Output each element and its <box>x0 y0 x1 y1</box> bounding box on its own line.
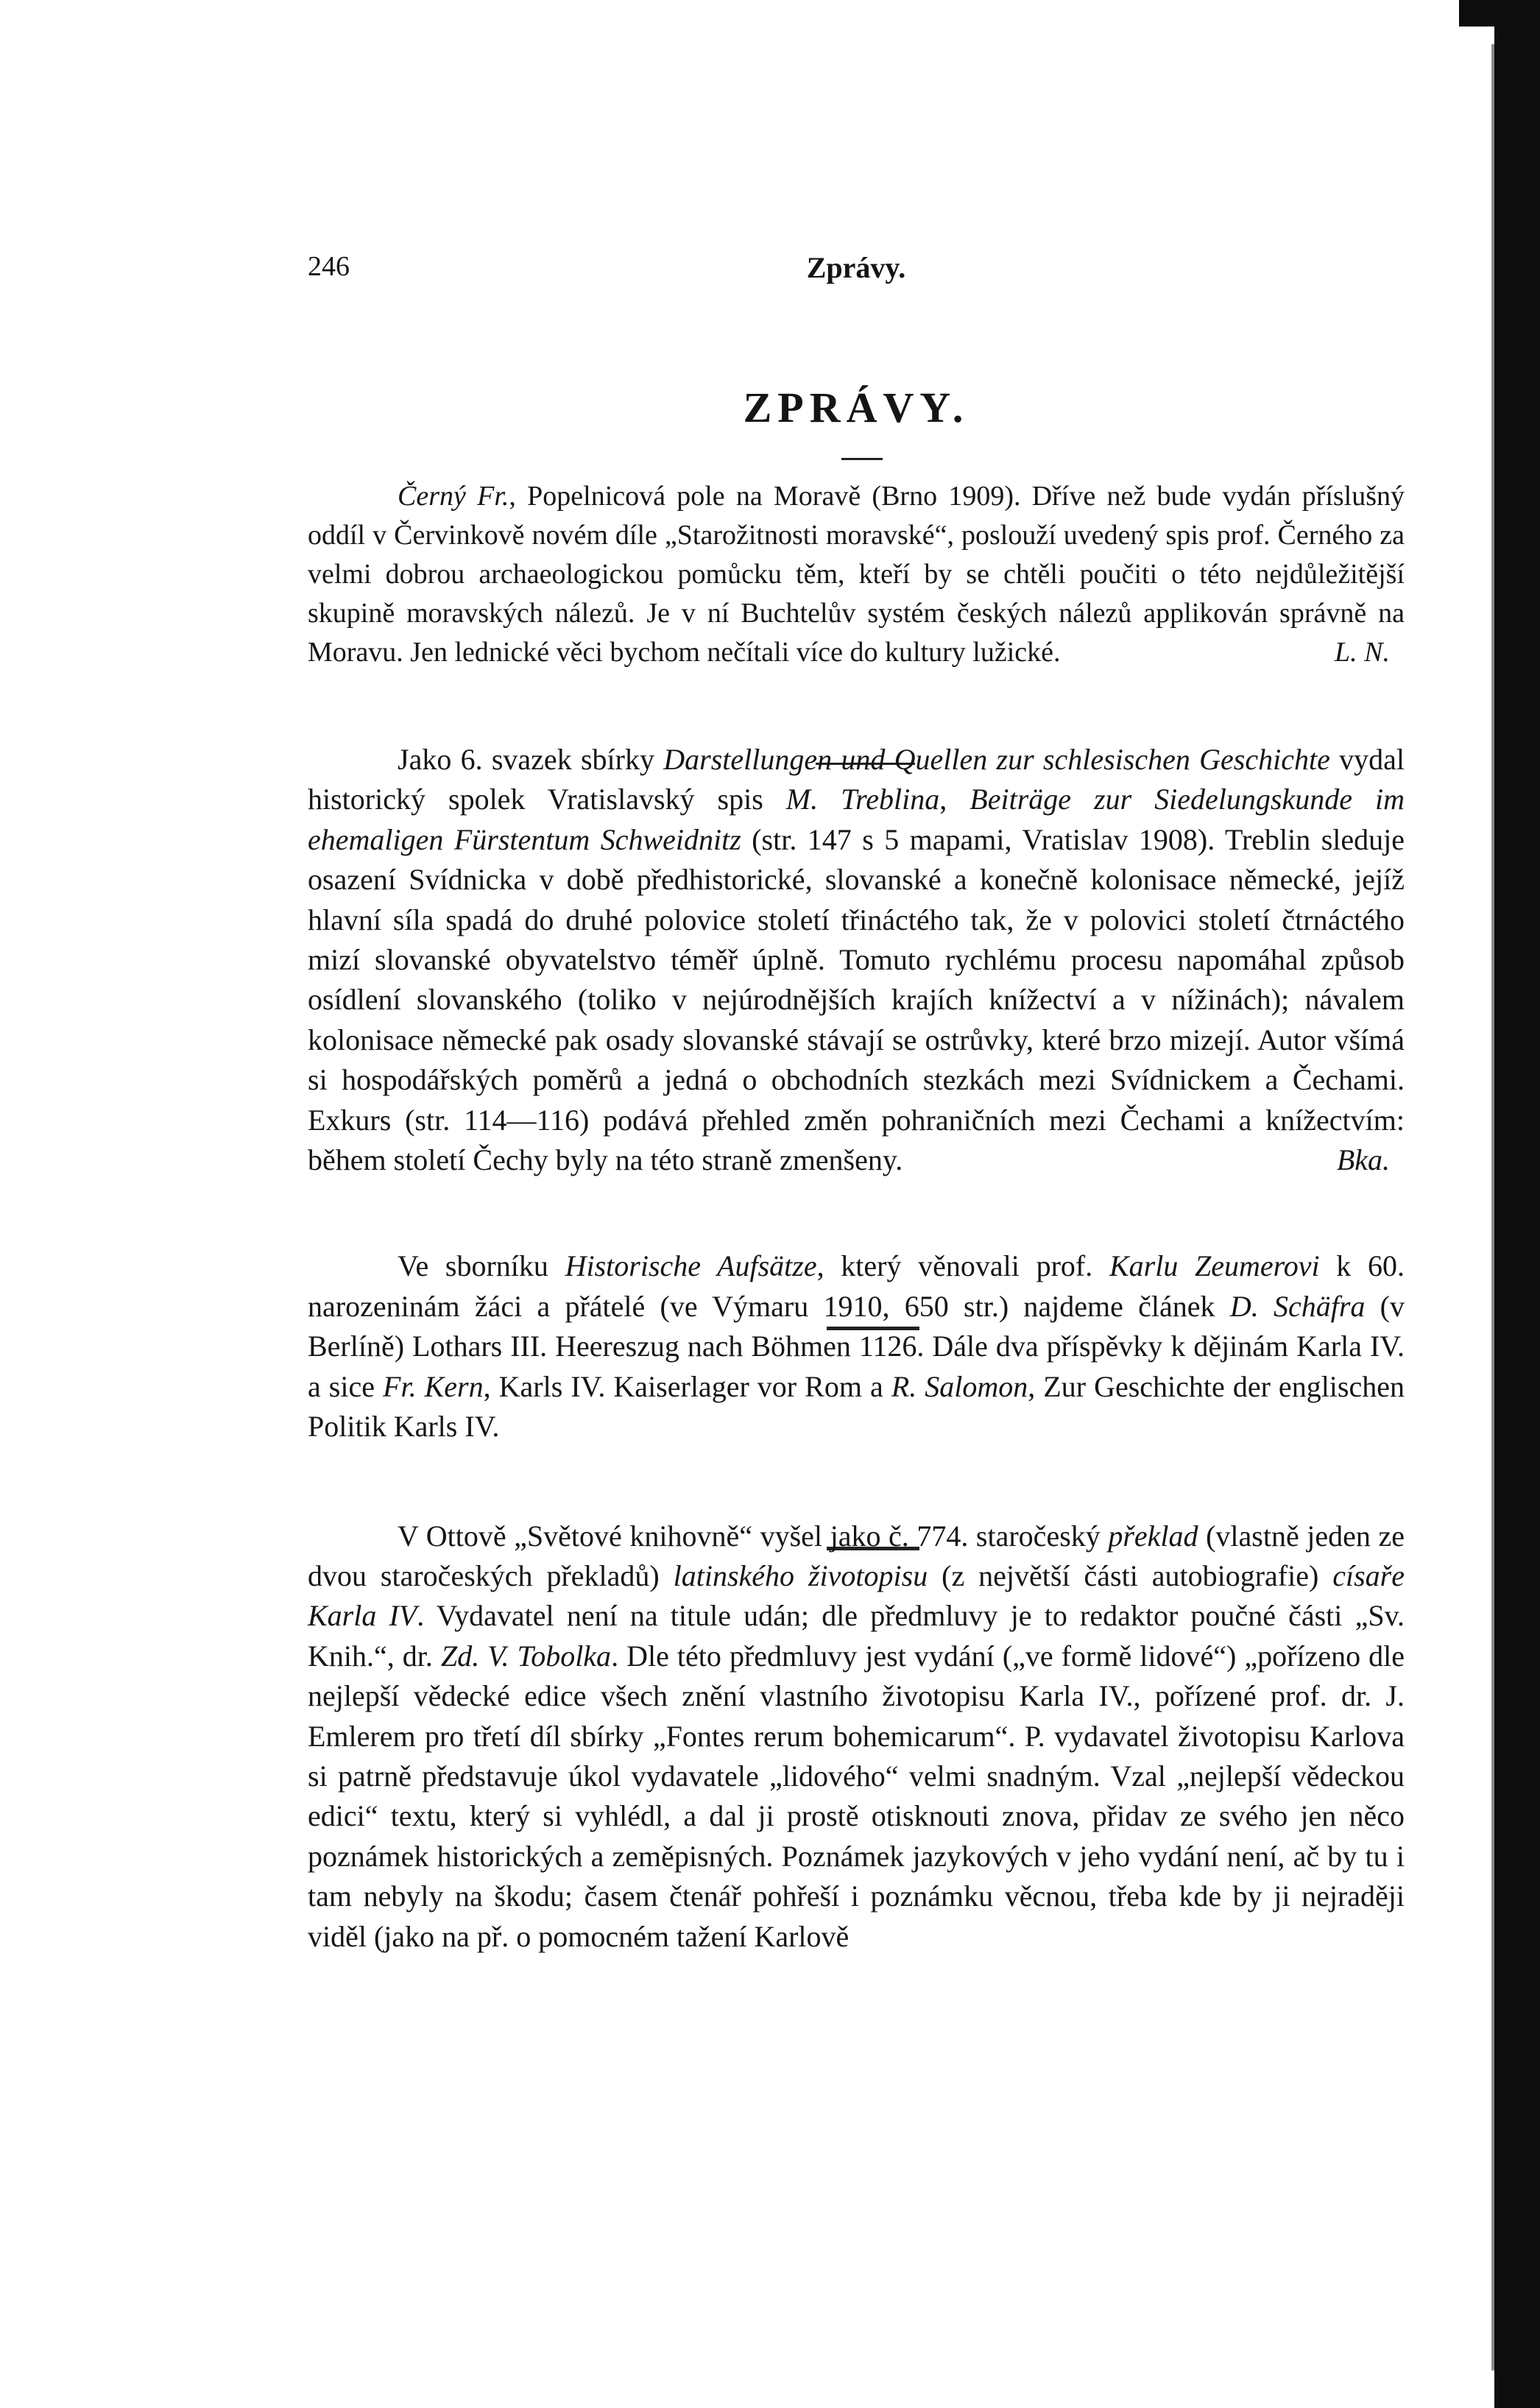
entry-text: (vlastně jeden ze dvou staročeských překladů) <box>308 1519 1405 1592</box>
entry-signature: L. N. <box>1335 637 1390 668</box>
entry-text: k 60. narozeninám žáci a přátelé (ve Výmaru 1910, 650 str.) najdeme článek <box>308 1249 1405 1323</box>
entry-author: Fr. Kern <box>383 1369 484 1403</box>
title-divider <box>841 458 883 460</box>
entry-text: , Popelnicová pole na Moravě (Brno 1909). Dříve než bude vydán příslušný oddíl v Červinkově novém díle „Starožitnosti moravské“, poslouží uvedený spis prof. Černého za velmi dobrou archaeologickou pomůcku těm, kteří by se chtěli poučiti o této nejdůležitější skupině moravských nálezů. Je v ní Buchtelův systém českých nálezů applikován správně na Moravu. Jen lednické věci bychom nečítali více do kultury lužické. <box>308 481 1405 668</box>
entry-author: M. Treblina <box>785 783 940 816</box>
series-title: Darstellungen und Quellen zur schlesischen Geschichte <box>663 743 1330 776</box>
news-entry <box>308 477 1405 672</box>
entry-author: R. Salomon <box>891 1369 1028 1403</box>
running-title: Zprávy. <box>806 251 906 284</box>
entry-text: , který věnovali prof. <box>816 1249 1109 1283</box>
scan-border-corner <box>1459 0 1540 27</box>
emphasis: císaře Karla IV <box>308 1558 1405 1633</box>
entry-text: Ve sborníku <box>398 1249 565 1283</box>
entry-author: Černý Fr. <box>398 481 509 512</box>
work-title: Historische Aufsätze <box>565 1249 817 1283</box>
entry-text: (v Berlíně) Lothars III. Heereszug nach Böhmen 1126. Dále dva příspěvky k dějinám Karla IV. a sice <box>308 1289 1405 1403</box>
page-edge-line <box>1491 44 1494 2370</box>
entry-text: (z největší části autobiografie) <box>928 1558 1333 1592</box>
news-entry <box>308 1517 1405 1957</box>
entry-text: V Ottově „Světové knihovně“ vyšel jako č. 774. staročeský <box>398 1519 1109 1553</box>
entry-text: , <box>939 783 970 816</box>
page-number: 246 <box>308 251 350 282</box>
text-column <box>308 477 1405 1957</box>
person-name: Karlu Zeumerovi <box>1109 1249 1320 1283</box>
entry-text: . Vydavatel není na titule udán; dle předmluvy je to redaktor poučné části „Sv. Knih.“, dr. <box>308 1599 1405 1673</box>
entry-text: Jako 6. svazek sbírky <box>398 743 664 776</box>
scan-border <box>1494 0 1540 2408</box>
news-entry <box>308 740 1405 1180</box>
emphasis: Zd. V. Tobolka <box>440 1639 612 1673</box>
work-title: Beiträge zur Siedelungskunde im ehemaligen Fürstentum Schweidnitz <box>308 783 1405 856</box>
entry-text: , Karls IV. Kaiserlager vor Rom a <box>483 1369 891 1403</box>
entry-author: D. Schäfra <box>1229 1289 1366 1323</box>
entry-text: , Zur Geschichte der englischen Politik Karls IV. <box>308 1369 1405 1444</box>
news-entry <box>308 1246 1405 1447</box>
entry-signature: Bka. <box>1336 1143 1390 1177</box>
entry-text: . Dle této předmluvy jest vydání („ve formě lidové“) „pořízeno dle nejlepší vědecké edice všech znění vlastního životopisu Karla IV., pořízené prof. dr. J. Emlerem pro třetí díl sbírky „Fontes rerum bohemicarum“. P. vydavatel životopisu Karlova si patrně představuje úkol vydavatele „lidového“ velmi snadným. Vzal „nejlepší vědeckou edici“ textu, který si vyhlédl, a dal ji prostě otisknouti znova, přidav ze svého jen něco poznámek historických a zeměpisných. Poznámek jazykových v jeho vydání není, ač by tu i tam nebyly na škodu; časem čtenář pohřeší i poznámku věcnou, třeba kde by ji nejraději viděl (jako na př. o pomocném tažení Karlově <box>308 1639 1405 1953</box>
section-title: ZPRÁVY. <box>743 384 969 431</box>
page-header <box>308 250 1405 294</box>
emphasis: latinského životopisu <box>673 1558 928 1592</box>
entry-text: vydal historický spolek Vratislavský spis <box>308 743 1405 816</box>
emphasis: překlad <box>1108 1519 1198 1553</box>
entry-text: (str. 147 s 5 mapami, Vratislav 1908). Treblin sleduje osazení Svídnicka v době předhistorické, slovanské a konečně kolonisace německé, jejíž hlavní síla spadá do druhé polovice století třináctého tak, že v polovici století čtrnáctého mizí slovanské obyvatelstvo téměř úplně. Tomuto rychlému procesu napomáhal způsob osídlení slovanského (toliko v nejúrodnějších krajích knížectví a v nížinách); návalem kolonisace německé pak osady slovanské stávají se ostrůvky, které brzo mizejí. Autor všímá si hospodářských poměrů a jedná o obchodních stezkách mezi Svídnickem a Čechami. Exkurs (str. 114—116) podává přehled změn pohraničních mezi Čechami a knížectvím: během století Čechy byly na této straně zmenšeny. <box>308 822 1405 1177</box>
